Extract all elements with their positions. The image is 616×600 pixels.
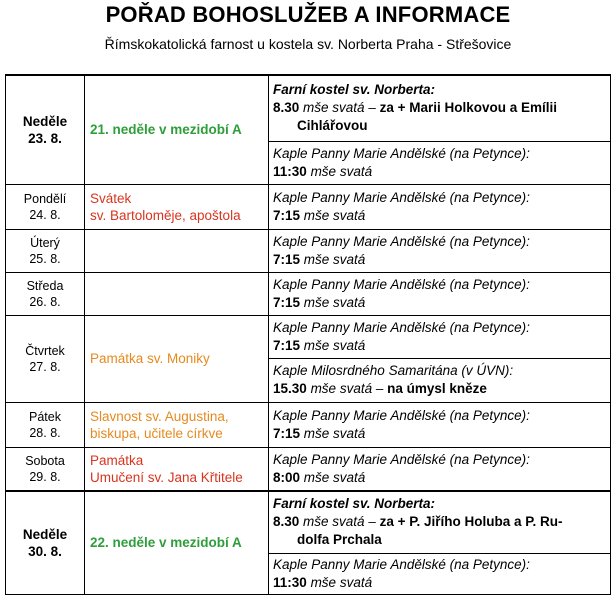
feast-line: Památka xyxy=(90,452,144,468)
table-row xyxy=(6,229,611,272)
service-separator: – xyxy=(364,514,380,530)
service-type: mše svatá xyxy=(303,207,366,223)
feast-line: biskupa, učitele církve xyxy=(90,425,223,441)
day-cell xyxy=(6,229,85,272)
table-row xyxy=(6,402,611,447)
day-cell xyxy=(6,75,85,184)
service-cell xyxy=(269,553,611,594)
service-time: 7:15 xyxy=(273,294,301,310)
day-name: Středa xyxy=(26,278,64,293)
service-intention: na úmysl kněze xyxy=(387,381,487,396)
table-row xyxy=(6,315,611,358)
service-cell xyxy=(269,272,611,315)
service-time: 8.30 xyxy=(273,514,300,530)
feast-cell xyxy=(85,184,269,229)
service-cell xyxy=(269,358,611,402)
day-date-month: 8. xyxy=(50,543,62,559)
service-type: mše svatá xyxy=(303,514,365,530)
service-type: mše svatá xyxy=(303,100,365,116)
service-location: Kaple Panny Marie Andělské (na Petynce): xyxy=(273,276,530,292)
day-date: 28. 8. xyxy=(29,425,61,440)
service-cell xyxy=(269,75,611,141)
service-location: Kaple Panny Marie Andělské (na Petynce): xyxy=(273,189,530,205)
feast-line: sv. Bartoloměje, apoštola xyxy=(90,207,241,223)
service-location: Kaple Panny Marie Andělské (na Petynce): xyxy=(273,319,530,335)
feast-line: Umučení sv. Jana Křtitele xyxy=(90,469,243,485)
service-cell xyxy=(269,402,611,447)
service-cell xyxy=(269,184,611,229)
service-location: Kaple Panny Marie Andělské (na Petynce): xyxy=(273,145,530,161)
service-location: Farní kostel sv. Norberta: xyxy=(273,82,436,98)
feast-cell xyxy=(85,491,269,594)
day-date: 25. 8. xyxy=(29,251,61,266)
service-type: mše svatá xyxy=(310,381,373,396)
day-cell xyxy=(6,184,85,229)
page-title: POŘAD BOHOSLUŽEB A INFORMACE xyxy=(105,2,511,27)
feast-cell xyxy=(85,315,269,402)
service-location: Kaple Panny Marie Andělské (na Petynce): xyxy=(273,451,530,467)
day-date: 24. 8. xyxy=(29,207,61,222)
day-name: Pondělí xyxy=(23,191,67,206)
service-location: Kaple Panny Marie Andělské (na Petynce): xyxy=(273,556,530,572)
service-separator: – xyxy=(364,100,380,116)
service-type: mše svatá xyxy=(303,469,366,485)
day-name: Neděle xyxy=(22,113,68,129)
service-cell xyxy=(269,315,611,358)
feast-cell xyxy=(85,229,269,272)
day-cell xyxy=(6,447,85,491)
service-separator: – xyxy=(372,381,388,396)
day-date: 30. xyxy=(28,543,47,559)
feast-text: 21. neděle v mezidobí A xyxy=(90,122,242,138)
day-name: Úterý xyxy=(30,235,60,250)
service-time: 7:15 xyxy=(273,425,301,441)
service-time: 15.30 xyxy=(273,381,307,396)
service-location: Kaple Panny Marie Andělské (na Petynce): xyxy=(273,407,530,423)
service-type: mše svatá xyxy=(310,163,373,179)
service-time: 8:00 xyxy=(273,469,301,485)
feast-line: Slavnost sv. Augustina, xyxy=(90,408,229,424)
page-subtitle: Římskokatolická farnost u kostela sv. Norberta Praha - Střešovice xyxy=(104,36,512,52)
table-row xyxy=(6,447,611,491)
day-date: 29. 8. xyxy=(29,469,61,484)
table-row xyxy=(6,75,611,141)
service-intention-cont: dolfa Prchala xyxy=(297,532,382,548)
day-cell xyxy=(6,402,85,447)
service-location: Kaple Panny Marie Andělské (na Petynce): xyxy=(273,233,530,249)
service-cell xyxy=(269,491,611,553)
day-name: Čtvrtek xyxy=(25,343,65,358)
service-intention-cont: Cihlářovou xyxy=(297,118,368,134)
service-time: 7:15 xyxy=(273,337,301,353)
table-row xyxy=(6,184,611,229)
service-location: Kaple Milosrdného Samaritána (v ÚVN): xyxy=(273,363,514,378)
feast-cell xyxy=(85,447,269,491)
service-type: mše svatá xyxy=(303,425,366,441)
day-cell xyxy=(6,315,85,402)
service-time: 7:15 xyxy=(273,207,301,223)
service-cell xyxy=(269,229,611,272)
day-cell xyxy=(6,491,85,594)
service-type: mše svatá xyxy=(303,337,366,353)
service-intention: za + Marii Holkovou a Emílii xyxy=(379,100,558,116)
day-name: Sobota xyxy=(25,453,65,468)
day-name: Pátek xyxy=(29,409,61,424)
day-cell xyxy=(6,272,85,315)
service-cell xyxy=(269,447,611,491)
service-cell xyxy=(269,141,611,184)
table-row xyxy=(6,491,611,553)
feast-text: Památka sv. Moniky xyxy=(90,351,210,366)
feast-line: Svátek xyxy=(90,190,132,206)
service-time: 11:30 xyxy=(273,163,307,179)
feast-cell xyxy=(85,402,269,447)
service-type: mše svatá xyxy=(303,294,366,310)
feast-cell xyxy=(85,272,269,315)
service-type: mše svatá xyxy=(310,574,373,590)
service-time: 7:15 xyxy=(273,251,301,267)
service-time: 8.30 xyxy=(273,100,300,116)
feast-cell xyxy=(85,75,269,184)
service-intention: za + P. Jiřího Holuba a P. Ru- xyxy=(379,514,563,530)
service-type: mše svatá xyxy=(303,251,366,267)
service-time: 11:30 xyxy=(273,574,307,590)
schedule-table xyxy=(5,74,611,595)
table-row xyxy=(6,272,611,315)
day-date: 26. 8. xyxy=(29,294,61,309)
feast-text: 22. neděle v mezidobí A xyxy=(90,535,242,551)
day-date: 27. 8. xyxy=(29,359,61,374)
day-date: 23. 8. xyxy=(28,130,62,146)
day-name: Neděle xyxy=(22,526,68,542)
service-location: Farní kostel sv. Norberta: xyxy=(273,496,436,512)
